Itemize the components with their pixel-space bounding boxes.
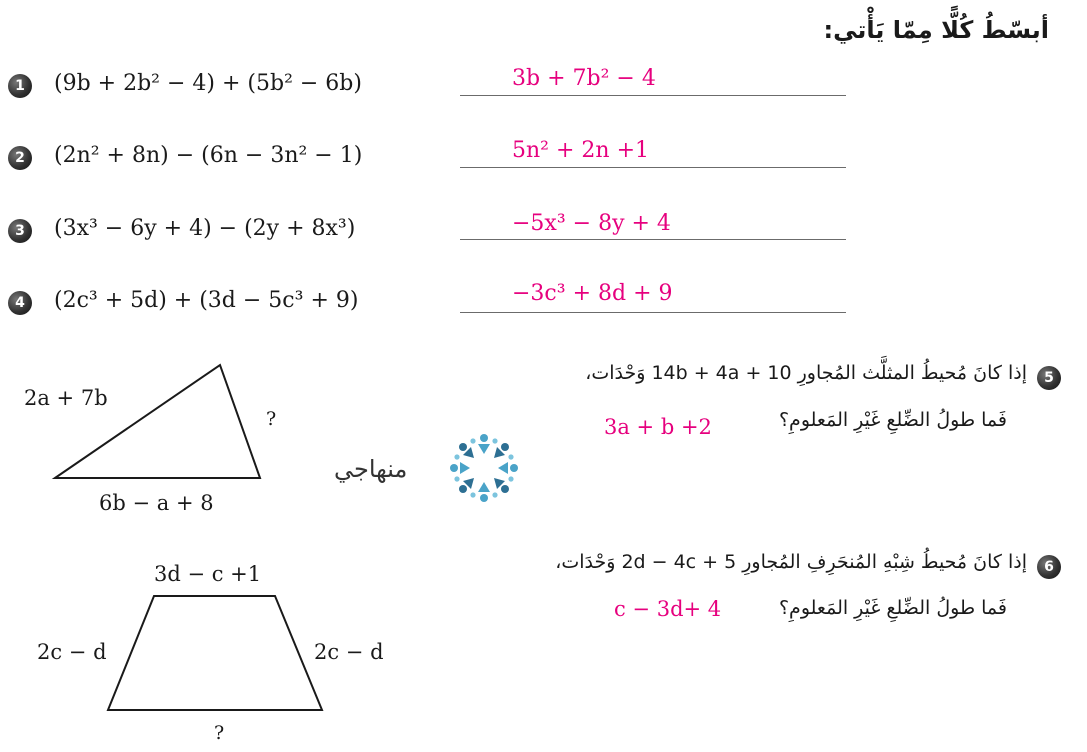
trapezoid-label-unknown: ?: [214, 722, 225, 744]
trapezoid-shape: [108, 596, 322, 710]
triangle-label-top: 2a + 7b: [24, 386, 108, 410]
exercise-answer: −5x³ − 8y + 4: [512, 211, 671, 236]
problem-question: فَما طولُ الضِّلعِ غَيْرِ المَعلومِ؟: [778, 409, 1007, 431]
triangle-label-bottom: 6b − a + 8: [99, 491, 214, 515]
exercise-number-badge: 1: [8, 74, 32, 98]
answer-line: [460, 167, 846, 168]
exercise-expression: (2c³ + 5d) + (3d − 5c³ + 9): [54, 288, 359, 313]
exercise-answer: −3c³ + 8d + 9: [512, 281, 673, 306]
exercise-number-badge: 4: [8, 291, 32, 315]
answer-line: [460, 239, 846, 240]
manhaji-logo-icon: [442, 428, 526, 508]
answer-line: [460, 95, 846, 96]
logo-text: منهاجي: [334, 455, 408, 483]
answer-line: [460, 312, 846, 313]
exercise-expression: (2n² + 8n) − (6n − 3n² − 1): [54, 143, 363, 168]
problem-text-line: إذا كانَ مُحيطُ المثلَّث المُجاورِ 10 + 14b + 4a وَحْدَات،: [585, 362, 1027, 384]
exercise-expression: (9b + 2b² − 4) + (5b² − 6b): [54, 71, 362, 96]
exercise-number-badge: 3: [8, 219, 32, 243]
exercise-answer: 5n² + 2n +1: [512, 138, 649, 163]
triangle-shape: [55, 365, 260, 478]
exercise-number-badge: 5: [1037, 366, 1061, 390]
triangle-figure: [40, 355, 280, 485]
exercise-expression: (3x³ − 6y + 4) − (2y + 8x³): [54, 216, 356, 241]
instruction-heading: أبسّطُ كُلًّا مِمّا يَأْتي:: [823, 16, 1049, 44]
trapezoid-figure: [100, 590, 340, 715]
exercise-number-badge: 2: [8, 146, 32, 170]
trapezoid-label-top: 3d − c +1: [154, 562, 262, 586]
problem-answer: 3a + b +2: [604, 415, 712, 439]
problem-question: فَما طولُ الضِّلعِ غَيْرِ المَعلومِ؟: [778, 597, 1007, 619]
problem-text-line: إذا كانَ مُحيطُ شِبْهِ المُنحَرِفِ المُجاورِ 5 + 2d − 4c وَحْدَات،: [555, 551, 1027, 573]
triangle-label-unknown: ?: [266, 408, 277, 430]
problem-answer: c − 3d+ 4: [614, 597, 722, 621]
trapezoid-label-right: 2c − d: [314, 640, 384, 664]
trapezoid-label-left: 2c − d: [37, 640, 107, 664]
exercise-answer: 3b + 7b² − 4: [512, 66, 656, 91]
exercise-number-badge: 6: [1037, 555, 1061, 579]
